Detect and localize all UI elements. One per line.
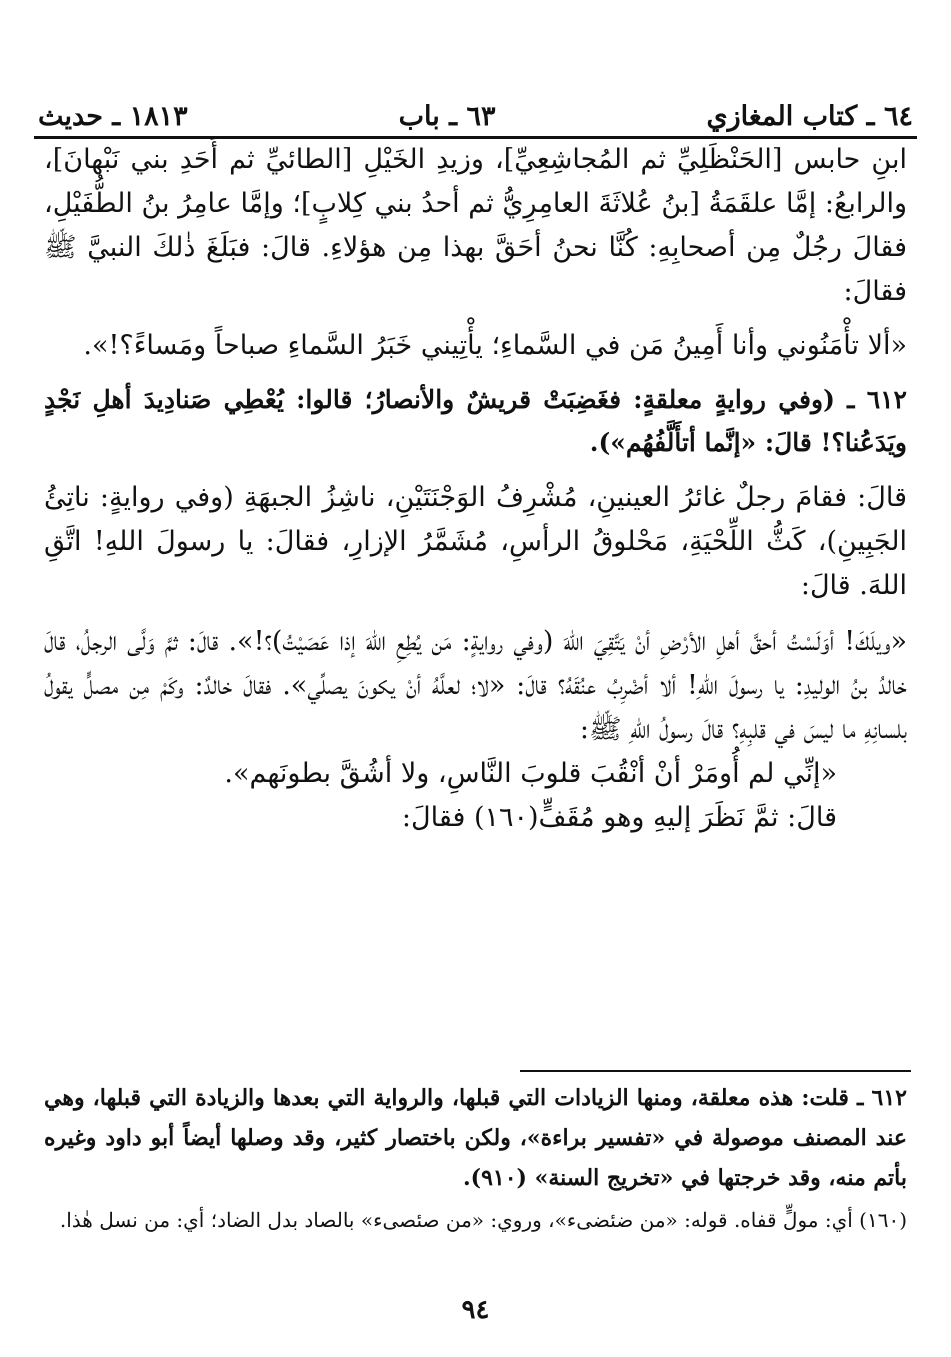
- main-text: [44, 138, 907, 840]
- footnote-160: (١٦٠) أي: مولٍّ قفاه. قوله: «من ضئضىء»، وروي: «من صئصىء» بالصاد بدل الضاد؛ أي: من نسل هٰذا.: [59, 1208, 907, 1232]
- paragraph-3: «ويلَكَ! أوَلَسْتُ أحقَّ أهلِ الأرْضِ أنْ يَتَّقِيَ اللهَ (وفي روايةٍ: مَن يُطِعِ اللهَ إذا عَصَيْتُ)؟!». قالَ: ثمَّ وَلَّى الرجلُ، قالَ خالدُ بنُ الوليدِ: يا رسولَ اللهِ! ألا أضْرِبُ عنُقَهُ؟ قالَ: «لا؛ لعلَّهُ أنْ يكونَ يصلِّي». فقالَ خالدٌ: وكَمْ مِن مصلٍّ يقولُ بلسانِهِ ما ليسَ في قلبِهِ؟ قالَ رسولُ اللهِ ﷺ:: [44, 626, 907, 745]
- paragraph-2: قالَ: فقامَ رجلٌ غائرُ العينينِ، مُشْرِفُ الوَجْنَتَيْنِ، ناشِزُ الجبهَةِ (وفي روايةٍ: ناتِئُ الجَبِينِ)، كَثُّ اللِّحْيَةِ، مَحْلوقُ الرأسِ، مُشَمَّرُ الإزارِ، فقالَ: يا رسولَ اللهِ! اتَّقِ اللهَ. قالَ:: [44, 482, 907, 601]
- prophet-quote-1: «ألا تأْمَنُوني وأنا أَمِينُ مَن في السَّماءِ؛ يأْتِيني خَبَرُ السَّماءِ صباحاً ومَساءً؟!».: [83, 330, 907, 361]
- footnote-rule: [520, 1070, 911, 1072]
- paragraph-4: قالَ: ثمَّ نَظَرَ إليهِ وهو مُقَفٍّ(١٦٠) فقالَ:: [401, 802, 837, 833]
- paragraph-1: ابنِ حابس [الحَنْظَلِيِّ ثم المُجاشِعِيِّ]، وزيدِ الخَيْلِ [الطائيِّ ثم أَحَدِ بني نَبْهانَ]، والرابعُ: إمَّا علقَمَةُ [بنُ عُلاثَةَ العامِرِيُّ ثم أحدُ بني كِلابٍ]؛ وإمَّا عامِرُ بنُ الطُّفَيْلِ، فقالَ رجُلٌ مِن أصحابِهِ: كُنَّا نحنُ أحَقَّ بهذا مِن هؤلاءِ. قالَ: فبَلَغَ ذٰلكَ النبيَّ ﷺ فقالَ:: [44, 144, 908, 307]
- hadith-612: ٦١٢ ـ (وفي روايةٍ معلقةٍ: فغَضِبَتْ قريشٌ والأنصارُ؛ قالوا: يُعْطِي صَنادِيدَ أهلِ نَجْدٍ ويَدَعُنا؟! قالَ: «إنَّما أتأَلَّفُهُم»).: [44, 385, 907, 457]
- header-chapter: ٦٤ ـ كتاب المغازي: [706, 101, 913, 132]
- running-header: [38, 82, 913, 132]
- header-section: ٦٣ ـ باب: [398, 101, 496, 132]
- prophet-quote-2: «إنِّي لم أُومَرْ أنْ أنْقُبَ قلوبَ النَّاسِ، ولا أشُقَّ بطونَهم».: [224, 758, 837, 789]
- footnotes: [44, 1078, 907, 1238]
- page-number: ٩٤: [461, 1295, 490, 1325]
- footnote-612: ٦١٢ ـ قلت: هذه معلقة، ومنها الزيادات التي قبلها، والرواية التي بعدها والزيادة التي قبلها، وهي عند المصنف موصولة في «تفسير براءة»، ولكن باختصار كثير، وقد وصلها أيضاً أبو داود وغيره بأتم منه، وقد خرجتها في «تخريج السنة» (٩١٠).: [44, 1085, 907, 1191]
- header-hadith-number: ١٨١٣ ـ حديث: [38, 101, 188, 132]
